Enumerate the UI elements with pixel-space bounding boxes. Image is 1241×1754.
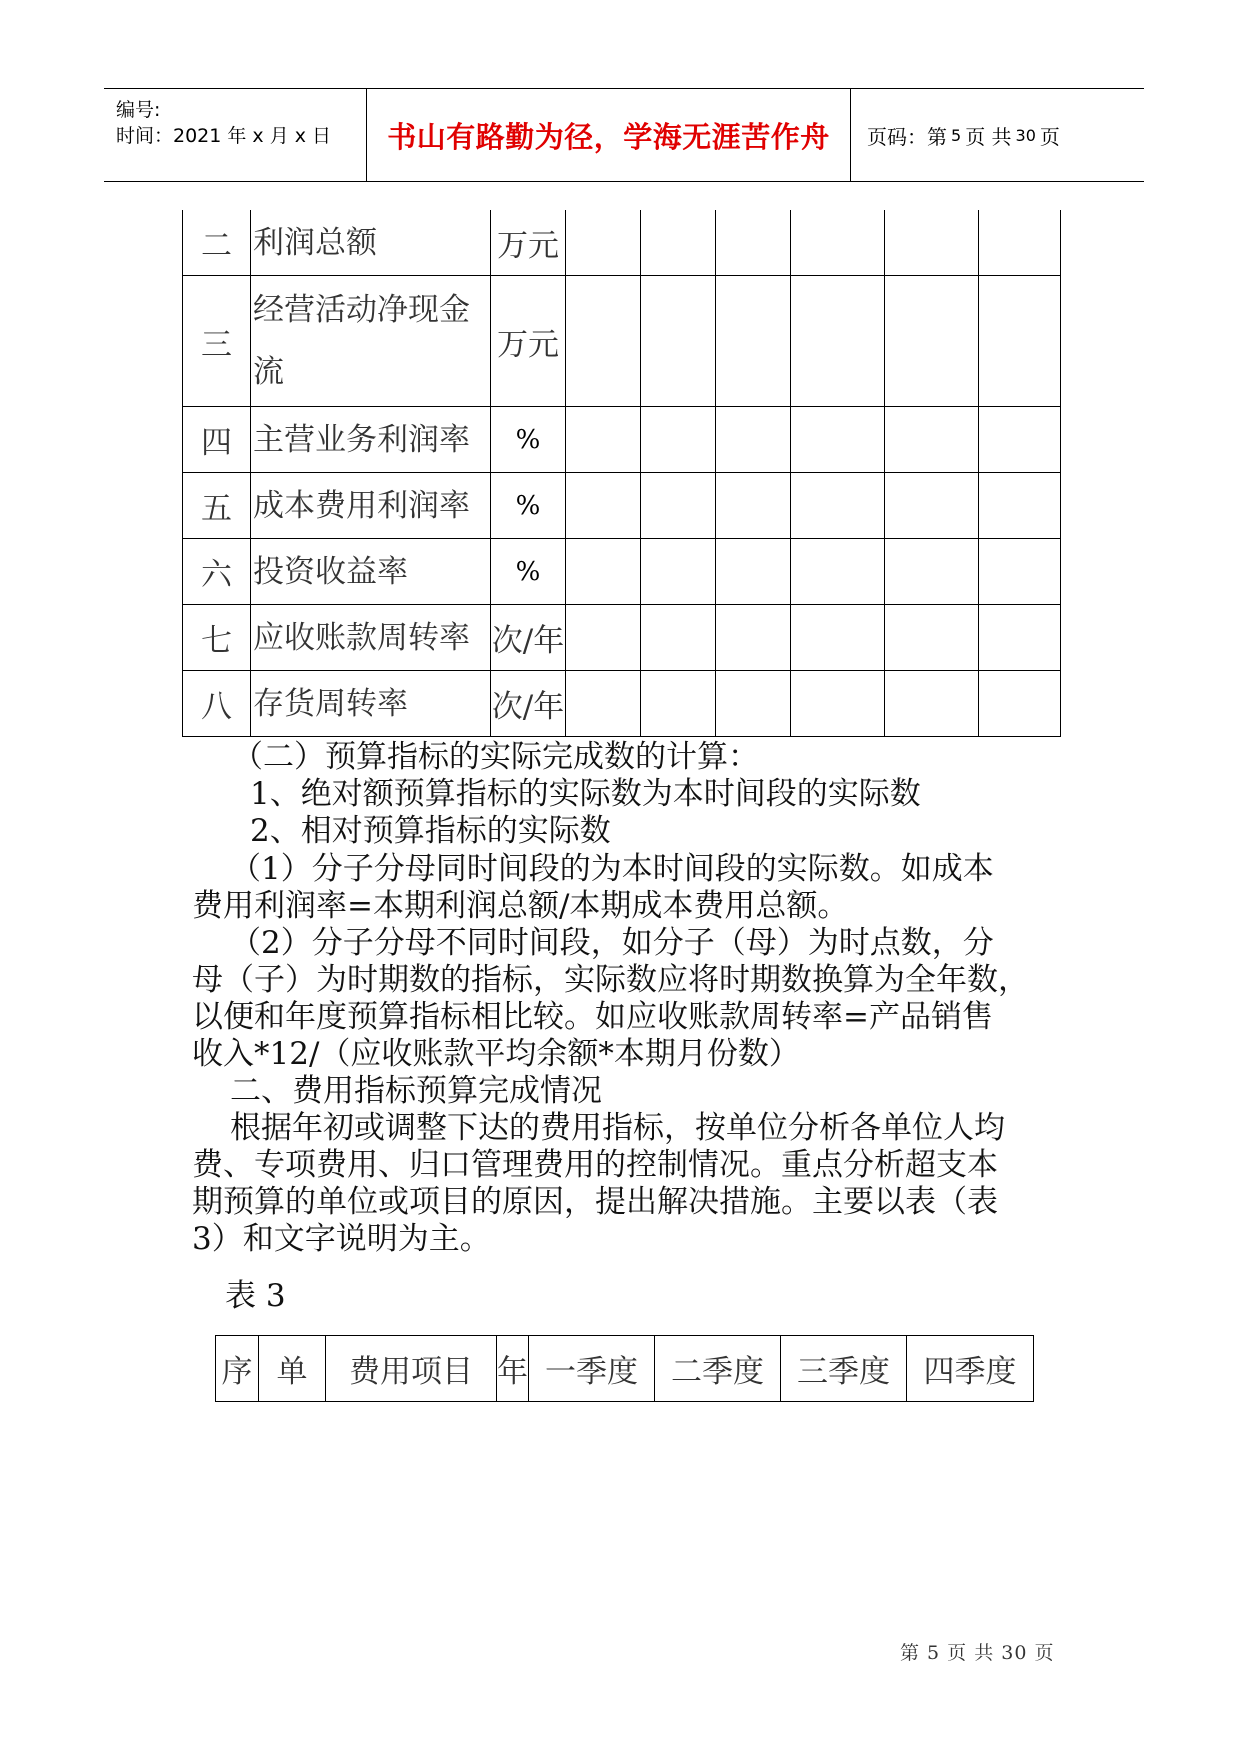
- section-heading: 二、费用指标预算完成情况: [230, 1073, 602, 1109]
- paragraph: 1、绝对额预算指标的实际数为本时间段的实际数: [250, 776, 921, 812]
- table-row: [183, 276, 1061, 407]
- row-indicator: 利润总额: [251, 210, 491, 276]
- paragraph: 费用利润率=本期利润总额/本期成本费用总额。: [192, 888, 849, 924]
- header-cell: 三季度: [781, 1336, 907, 1402]
- row-number: 四: [183, 407, 251, 473]
- table-row: [183, 407, 1061, 473]
- table-row: [183, 473, 1061, 539]
- expense-table: [215, 1335, 1034, 1402]
- header-page-number: [851, 89, 1144, 181]
- row-indicator: [251, 276, 491, 407]
- paragraph: 2、相对预算指标的实际数: [250, 813, 611, 849]
- paragraph: 3）和文字说明为主。: [192, 1221, 491, 1257]
- header-cell: 年: [497, 1336, 529, 1402]
- row-indicator: 投资收益率: [251, 539, 491, 605]
- page-header: [104, 88, 1144, 182]
- page-prefix: 页码：第: [867, 124, 947, 149]
- page-num: 5: [951, 125, 962, 145]
- indicator-line-2: 流: [253, 354, 284, 390]
- serial-label: 编号:: [116, 99, 161, 121]
- row-number: 五: [183, 473, 251, 539]
- row-indicator: 应收账款周转率: [251, 605, 491, 671]
- paragraph: 以便和年度预算指标相比较。如应收账款周转率=产品销售: [192, 999, 993, 1035]
- row-indicator: 成本费用利润率: [251, 473, 491, 539]
- header-cell: 一季度: [529, 1336, 655, 1402]
- table-caption: 表 3: [225, 1278, 286, 1314]
- header-cell: 序: [216, 1336, 259, 1402]
- time-label: 时间：2021 年 x 月 x 日: [116, 125, 332, 147]
- page-footer: 第 5 页 共 30 页: [900, 1642, 1055, 1664]
- row-number: 七: [183, 605, 251, 671]
- paragraph: （2）分子分母不同时间段，如分子（母）为时点数，分: [230, 925, 994, 961]
- page-mid: 页 共: [965, 124, 1012, 149]
- row-unit: 次/年: [491, 671, 566, 737]
- paragraph: （1）分子分母同时间段的为本时间段的实际数。如成本: [230, 851, 994, 887]
- row-unit: 万元: [491, 210, 566, 276]
- row-unit: %: [491, 473, 566, 539]
- table-row: [183, 210, 1061, 276]
- row-unit: %: [491, 539, 566, 605]
- paragraph: 根据年初或调整下达的费用指标，按单位分析各单位人均: [230, 1110, 1005, 1146]
- row-number: 六: [183, 539, 251, 605]
- row-indicator: 存货周转率: [251, 671, 491, 737]
- table-row: [183, 605, 1061, 671]
- row-number: 二: [183, 210, 251, 276]
- page-suffix: 页: [1039, 124, 1060, 149]
- table-row: [183, 671, 1061, 737]
- header-meta: [104, 89, 367, 181]
- header-motto: 书山有路勤为径，学海无涯苦作舟: [367, 89, 851, 181]
- row-unit: 次/年: [491, 605, 566, 671]
- page-total: 30: [1015, 125, 1036, 145]
- table-header-row: [216, 1336, 1034, 1402]
- row-number: 三: [183, 276, 251, 407]
- section-heading: （二）预算指标的实际完成数的计算：: [232, 739, 759, 775]
- row-number: 八: [183, 671, 251, 737]
- header-cell: 单: [259, 1336, 326, 1402]
- indicator-line-1: 经营活动净现金: [253, 292, 470, 328]
- header-cell: 四季度: [907, 1336, 1034, 1402]
- header-cell: 二季度: [655, 1336, 781, 1402]
- row-unit: 万元: [491, 276, 566, 407]
- row-indicator: 主营业务利润率: [251, 407, 491, 473]
- paragraph: 母（子）为时期数的指标，实际数应将时期数换算为全年数，: [192, 962, 1029, 998]
- row-unit: %: [491, 407, 566, 473]
- table-row: [183, 539, 1061, 605]
- header-cell: 费用项目: [326, 1336, 497, 1402]
- paragraph: 收入*12/（应收账款平均余额*本期月份数）: [192, 1036, 800, 1072]
- indicator-table: [182, 210, 1061, 737]
- paragraph: 费、专项费用、归口管理费用的控制情况。重点分析超支本: [192, 1147, 998, 1183]
- paragraph: 期预算的单位或项目的原因，提出解决措施。主要以表（表: [192, 1184, 998, 1220]
